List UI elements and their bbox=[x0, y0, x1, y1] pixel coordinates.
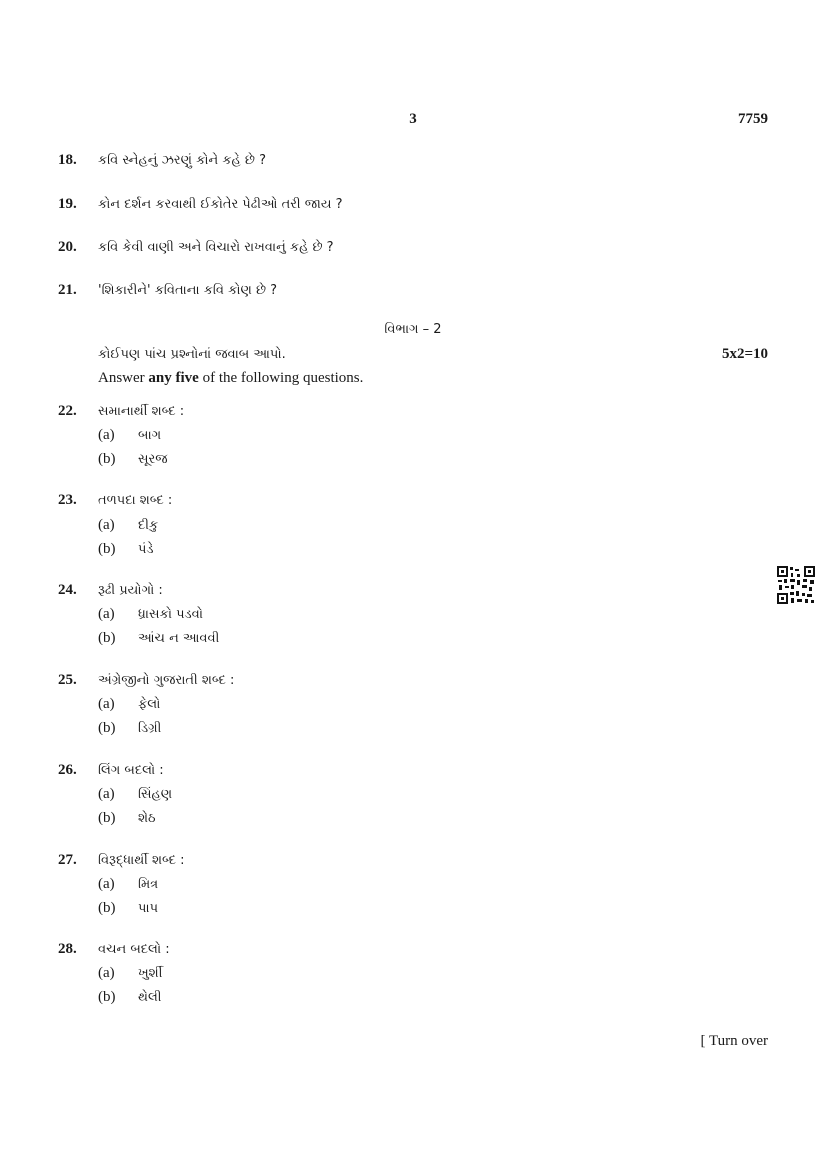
question-number: 23. bbox=[58, 492, 77, 508]
question-text: લિંગ બદલો : bbox=[98, 763, 164, 778]
question-23 bbox=[58, 492, 172, 509]
instruction-suffix: of the following questions. bbox=[198, 370, 364, 386]
question-text: વચન બદલો : bbox=[98, 942, 170, 957]
option-a bbox=[98, 876, 158, 893]
instruction-bold: any five bbox=[148, 370, 199, 386]
option-a bbox=[98, 517, 158, 534]
option-text: આંચ ન આવવી bbox=[138, 631, 220, 646]
option-a bbox=[98, 965, 162, 982]
option-b bbox=[98, 720, 161, 737]
option-text: ધ્રાસકો પડવો bbox=[138, 607, 203, 622]
question-text: કવિ કેવી વાણી અને વિચારો રાખવાનું કહે છે ? bbox=[98, 240, 334, 255]
option-text: થેલી bbox=[138, 990, 162, 1005]
option-text: ખુર્શી bbox=[138, 966, 163, 981]
option-text: પંડે bbox=[138, 542, 154, 557]
question-18 bbox=[58, 152, 266, 169]
option-text: સૂરજ bbox=[138, 452, 168, 467]
option-label: (a) bbox=[98, 427, 115, 443]
option-b bbox=[98, 451, 168, 468]
question-number: 20. bbox=[58, 239, 77, 255]
option-label: (a) bbox=[98, 606, 115, 622]
question-number: 24. bbox=[58, 582, 77, 598]
option-text: દીકુ bbox=[138, 518, 159, 533]
question-number: 18. bbox=[58, 152, 77, 168]
question-number: 28. bbox=[58, 941, 77, 957]
option-b bbox=[98, 541, 154, 558]
question-22 bbox=[58, 403, 184, 420]
instruction-english bbox=[98, 370, 363, 387]
paper-code: 7759 bbox=[738, 111, 768, 127]
option-text: બાગ bbox=[138, 428, 162, 443]
question-text: રૂઢી પ્રયોગો : bbox=[98, 583, 163, 598]
question-26 bbox=[58, 762, 164, 779]
instruction-gujarati: કોઈપણ પાંચ પ્રશ્નોનાં જવાબ આપો. bbox=[98, 347, 286, 362]
question-text: કોન દર્શન કરવાથી ઈકોતેર પેઢીઓ તરી જાય ? bbox=[98, 197, 343, 212]
question-number: 25. bbox=[58, 672, 77, 688]
question-20 bbox=[58, 239, 334, 256]
option-text: ડિગ્રી bbox=[138, 721, 162, 736]
section-title: વિભાગ – 2 bbox=[384, 322, 442, 337]
option-label: (b) bbox=[98, 541, 116, 557]
option-text: પાપ bbox=[138, 901, 159, 916]
question-text: 'શિકારીને' કવિતાના કવિ કોણ છે ? bbox=[98, 283, 278, 298]
option-a bbox=[98, 427, 161, 444]
question-19 bbox=[58, 196, 343, 213]
question-text: સમાનાર્થી શબ્દ : bbox=[98, 404, 185, 419]
instruction-prefix: Answer bbox=[98, 370, 149, 386]
option-label: (a) bbox=[98, 696, 115, 712]
option-text: મિત્ર bbox=[138, 877, 159, 892]
question-text: તળપદા શબ્દ : bbox=[98, 493, 173, 508]
option-b bbox=[98, 900, 158, 917]
option-label: (b) bbox=[98, 451, 116, 467]
option-label: (b) bbox=[98, 810, 116, 826]
option-text: શેઠ bbox=[138, 811, 156, 826]
option-label: (a) bbox=[98, 517, 115, 533]
question-number: 19. bbox=[58, 196, 77, 212]
question-28 bbox=[58, 941, 170, 958]
option-label: (a) bbox=[98, 965, 115, 981]
option-a bbox=[98, 606, 203, 623]
question-number: 27. bbox=[58, 852, 77, 868]
option-b bbox=[98, 810, 156, 827]
section-marks: 5x2=10 bbox=[721, 346, 768, 362]
qr-code-icon bbox=[776, 565, 816, 605]
question-21 bbox=[58, 282, 277, 299]
option-label: (a) bbox=[98, 876, 115, 892]
option-a bbox=[98, 786, 172, 803]
question-number: 21. bbox=[58, 282, 77, 298]
question-24 bbox=[58, 582, 163, 599]
question-25 bbox=[58, 672, 234, 689]
option-label: (b) bbox=[98, 989, 116, 1005]
option-b bbox=[98, 989, 162, 1006]
option-a bbox=[98, 696, 160, 713]
option-label: (b) bbox=[98, 900, 116, 916]
option-b bbox=[98, 630, 219, 647]
page-number: 3 bbox=[409, 111, 417, 127]
option-label: (b) bbox=[98, 720, 116, 736]
question-text: અંગ્રેજીનો ગુજરાતી શબ્દ : bbox=[98, 673, 235, 688]
question-27 bbox=[58, 852, 185, 869]
option-label: (a) bbox=[98, 786, 115, 802]
question-text: કવિ સ્નેહનું ઝરણું કોને કહે છે ? bbox=[98, 153, 266, 168]
question-text: વિરૂદ્ધાર્થી શબ્દ : bbox=[98, 853, 185, 868]
option-text: ફેલો bbox=[138, 697, 161, 712]
question-number: 22. bbox=[58, 403, 77, 419]
option-label: (b) bbox=[98, 630, 116, 646]
question-number: 26. bbox=[58, 762, 77, 778]
turn-over-note: [ Turn over bbox=[700, 1033, 768, 1049]
option-text: સિંહણ bbox=[138, 787, 173, 802]
